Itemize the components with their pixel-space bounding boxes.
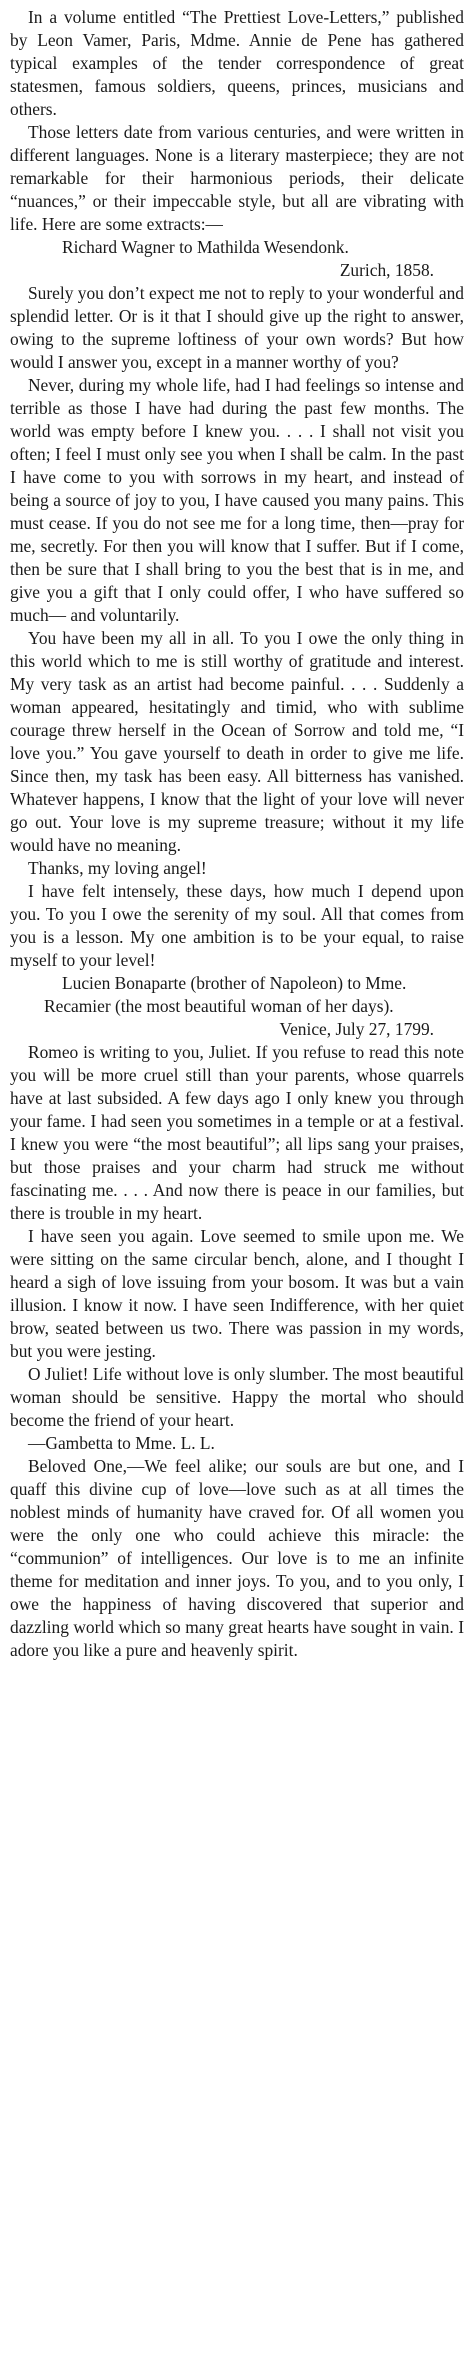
letter-bonaparte [10,972,464,1432]
letter-paragraph: Thanks, my loving angel! [28,858,207,878]
letter-wagner [10,236,464,972]
letter-dateline: Zurich, 1858. [339,260,434,280]
letter-gambetta [10,1432,464,1662]
letter-heading: Lucien Bonaparte (brother of Napoleon) to Mme. Recamier (the most beautiful woman of her days). [44,973,407,1016]
letter-paragraph: Romeo is writing to you, Juliet. If you refuse to read this note you will be more cruel still than your parents, whose quarrels have at last subsided. A few days ago I only knew you through your fame. I had seen you sometimes in a temple or at a festival. I knew you were “the most beautiful”; all lips sang your praises, but those praises and your charm had struck me without fascinating me. . . . And now there is peace in our families, but there is trouble in my heart. [10,1042,464,1223]
letter-paragraph: You have been my all in all. To you I owe the only thing in this world which to me is still worthy of gratitude and interest. My very task as an artist had become painful. . . . Suddenly a woman appeared, hesitatingly and timid, who with sublime courage threw herself in the Ocean of Sorrow and told me, “I love you.” You gave yourself to death in order to give me life. Since then, my task has been easy. All bitterness has vanished. Whatever happens, I know that the light of your love will never go out. Your love is my supreme treasure; without it my life would have no meaning. [10,628,464,855]
intro-paragraph: In a volume entitled “The Prettiest Love-Letters,” published by Leon Vamer, Paris, Mdme. Annie de Pene has gathered typical examples of the tender correspondence of great statesmen, famous soldiers, queens, princes, musicians and others. [10,7,464,119]
intro-paragraph: Those letters date from various centuries, and were written in different languages. None is a literary masterpiece; they are not remarkable for their harmonious periods, their delicate “nuances,” or their impeccable style, but all are vibrating with life. Here are some extracts:— [10,122,464,234]
letter-heading: Richard Wagner to Mathilda Wesendonk. [62,237,349,257]
letter-paragraph: Never, during my whole life, had I had feelings so intense and terrible as those I have had during the past few months. The world was empty before I knew you. . . . I shall not visit you often; I feel I must only see you when I shall be calm. In the past I have come to you with sorrows in my heart, and instead of being a source of joy to you, I have caused you many pains. This must cease. If you do not see me for a long time, then—pray for me, secretly. For then you will know that I suffer. But if I come, then be sure that I shall bring to you the best that is in me, and give you a gift that I only could offer, I who have suffered so much— and voluntarily. [10,375,464,625]
letter-paragraph: O Juliet! Life without love is only slumber. The most beautiful woman should be sensitive. Happy the mortal who should become the friend of your heart. [10,1364,464,1430]
letter-paragraph: Beloved One,—We feel alike; our souls are but one, and I quaff this divine cup of love—love such as at all times the noblest minds of humanity have craved for. Of all women you were the only one who could achieve this miracle: the “communion” of intelligences. Our love is to me an infinite theme for meditation and inner joys. To you, and to you only, I owe the happiness of having discovered that superior and dazzling world which so many great hearts have sought in vain. I adore you like a pure and heavenly spirit. [10,1456,464,1660]
letter-paragraph: I have felt intensely, these days, how much I depend upon you. To you I owe the serenity of my soul. All that comes from you is a lesson. My one ambition is to be your equal, to raise myself to your level! [10,881,464,970]
letter-dateline: Venice, July 27, 1799. [279,1019,434,1039]
letter-heading: —Gambetta to Mme. L. L. [28,1433,215,1453]
letter-paragraph: I have seen you again. Love seemed to smile upon me. We were sitting on the same circular bench, alone, and I thought I heard a sigh of love issuing from your bosom. It was but a vain illusion. I know it now. I have seen Indifference, with her quiet brow, seated between us two. There was passion in my words, but you were jesting. [10,1226,464,1361]
letter-paragraph: Surely you don’t expect me not to reply to your wonderful and splendid letter. Or is it that I should give up the right to answer, owing to the supreme loftiness of your own words? But how would I answer you, except in a manner worthy of you? [10,283,464,372]
